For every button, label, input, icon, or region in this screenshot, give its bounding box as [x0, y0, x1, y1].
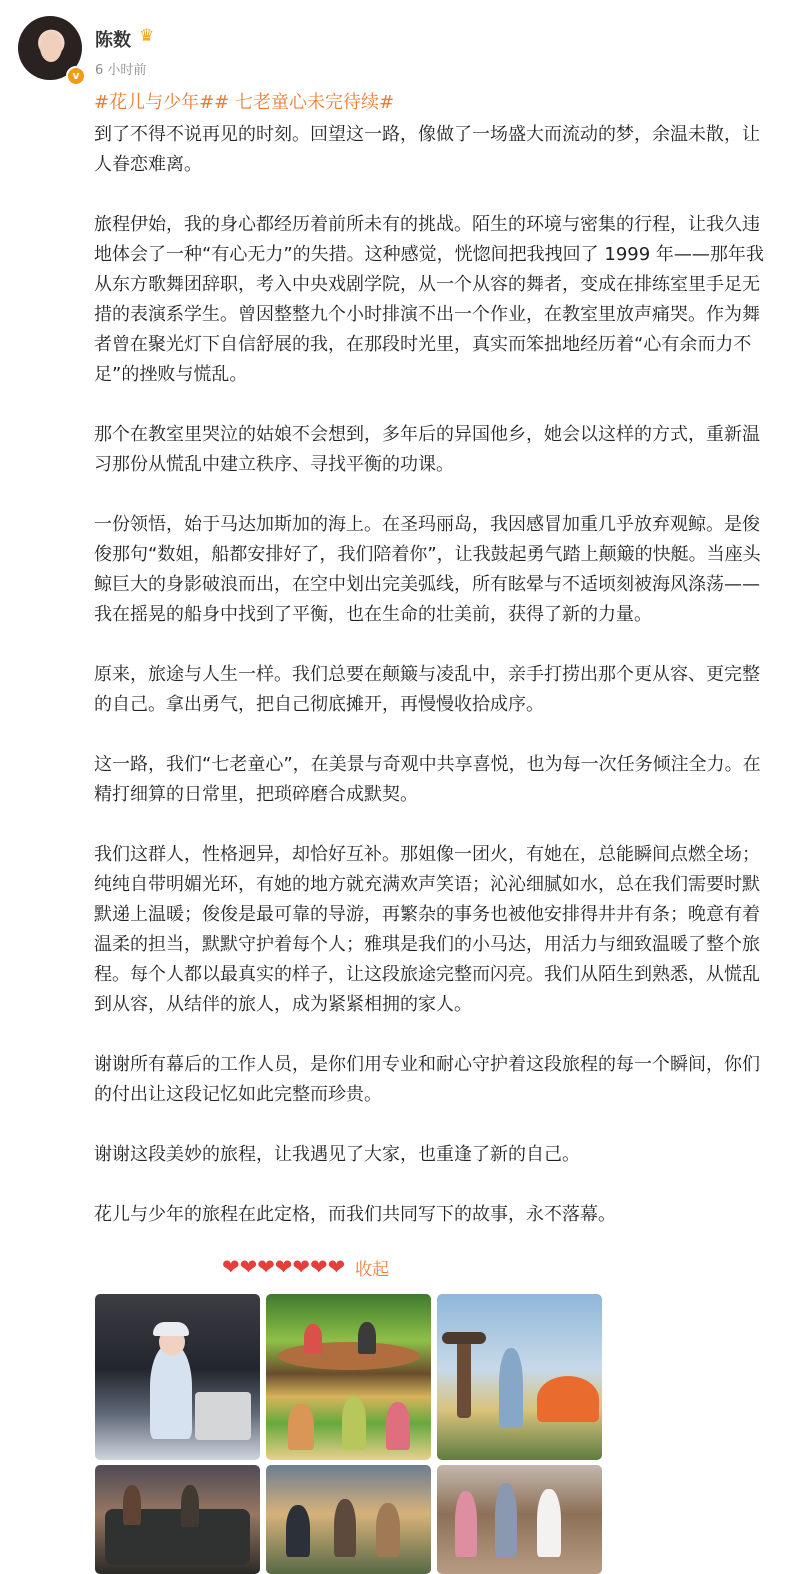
post-time: 6 小时前 — [95, 63, 147, 78]
paragraph-8: 谢谢所有幕后的工作人员，是你们用专业和耐心守护着这段旅程的每一个瞬间，你们的付出让这段记忆如此完整而珍贵。 — [94, 1054, 760, 1105]
paragraph-3: 那个在教室里哭泣的姑娘不会想到，多年后的异国他乡，她会以这样的方式，重新温习那份从慌乱中建立秩序、寻找平衡的功课。 — [94, 424, 760, 475]
crown-icon: ♛ — [139, 26, 155, 46]
paragraph-5: 原来，旅途与人生一样。我们总要在颠簸与凌乱中，亲手打捞出那个更从容、更完整的自己。拿出勇气，把自己彻底摊开，再慢慢收拾成序。 — [94, 664, 760, 715]
paragraph-1: 到了不得不说再见的时刻。回望这一路，像做了一场盛大而流动的梦，余温未散，让人眷恋难离。 — [94, 124, 760, 175]
photo-grid — [95, 1294, 602, 1574]
paragraph-4: 一份领悟，始于马达加斯加的海上。在圣玛丽岛，我因感冒加重几乎放弃观鲸。是俊俊那句“数姐，船都安排好了，我们陪着你”，让我鼓起勇气踏上颠簸的快艇。当座头鲸巨大的身影破浪而出，在空中划出完美弧线，所有眩晕与不适顷刻被海风涤荡——我在摇晃的船身中找到了平衡，也在生命的壮美前，获得了新的力量。 — [94, 514, 761, 625]
paragraph-10: 花儿与少年的旅程在此定格，而我们共同写下的故事，永不落幕。 — [94, 1204, 616, 1225]
photo-group-sunset[interactable] — [95, 1465, 260, 1574]
photo-baobab-camp[interactable] — [437, 1294, 602, 1460]
hearts-row — [222, 1254, 389, 1280]
paragraph-7: 我们这群人，性格迥异，却恰好互补。那姐像一团火，有她在，总能瞬间点燃全场；纯纯自带明媚光环，有她的地方就充满欢声笑语；沁沁细腻如水，总在我们需要时默默递上温暖；俊俊是最可靠的导游，再繁杂的事务也被他安排得井井有条；晚意有着温柔的担当，默默守护着每个人；雅琪是我们的小马达，用活力与细致温暖了整个旅程。每个人都以最真实的样子，让这段旅途完整而闪亮。我们从陌生到熟悉，从慌乱到从容，从结伴的旅人，成为紧紧相拥的家人。 — [94, 844, 760, 1015]
heart-icons: ❤❤❤❤❤❤❤ — [222, 1255, 346, 1279]
avatar-face — [40, 32, 62, 62]
post-tags[interactable]: #花儿与少年## 七老童心未完待续# — [94, 92, 395, 113]
post-header — [18, 16, 778, 86]
photo-studio[interactable] — [95, 1294, 260, 1460]
photo-boat-trip[interactable] — [266, 1294, 431, 1460]
username[interactable]: 陈数 — [95, 30, 131, 51]
photo-desert-group[interactable] — [437, 1465, 602, 1574]
paragraph-9: 谢谢这段美妙的旅程，让我遇见了大家，也重逢了新的自己。 — [94, 1144, 580, 1165]
photo-travel-group[interactable] — [266, 1465, 431, 1574]
post-body — [94, 92, 774, 1230]
verified-badge-icon: v — [66, 66, 86, 86]
paragraph-6: 这一路，我们“七老童心”，在美景与奇观中共享喜悦，也为每一次任务倾注全力。在精打细算的日常里，把琐碎磨合成默契。 — [94, 754, 761, 805]
collapse-link[interactable]: 收起 — [355, 1259, 390, 1280]
paragraph-2: 旅程伊始，我的身心都经历着前所未有的挑战。陌生的环境与密集的行程，让我久违地体会了一种“有心无力”的失措。这种感觉，恍惚间把我拽回了 1999 年——那年我从东方歌舞团辞职，考入中央戏剧学院，从一个从容的舞者，变成在排练室里手足无措的表演系学生。曾因整整九个小时排演不出一个作业，在教室里放声痛哭。作为舞者曾在聚光灯下自信舒展的我，在那段时光里，真实而笨拙地经历着“心有余而力不足”的挫败与慌乱。 — [94, 214, 764, 385]
